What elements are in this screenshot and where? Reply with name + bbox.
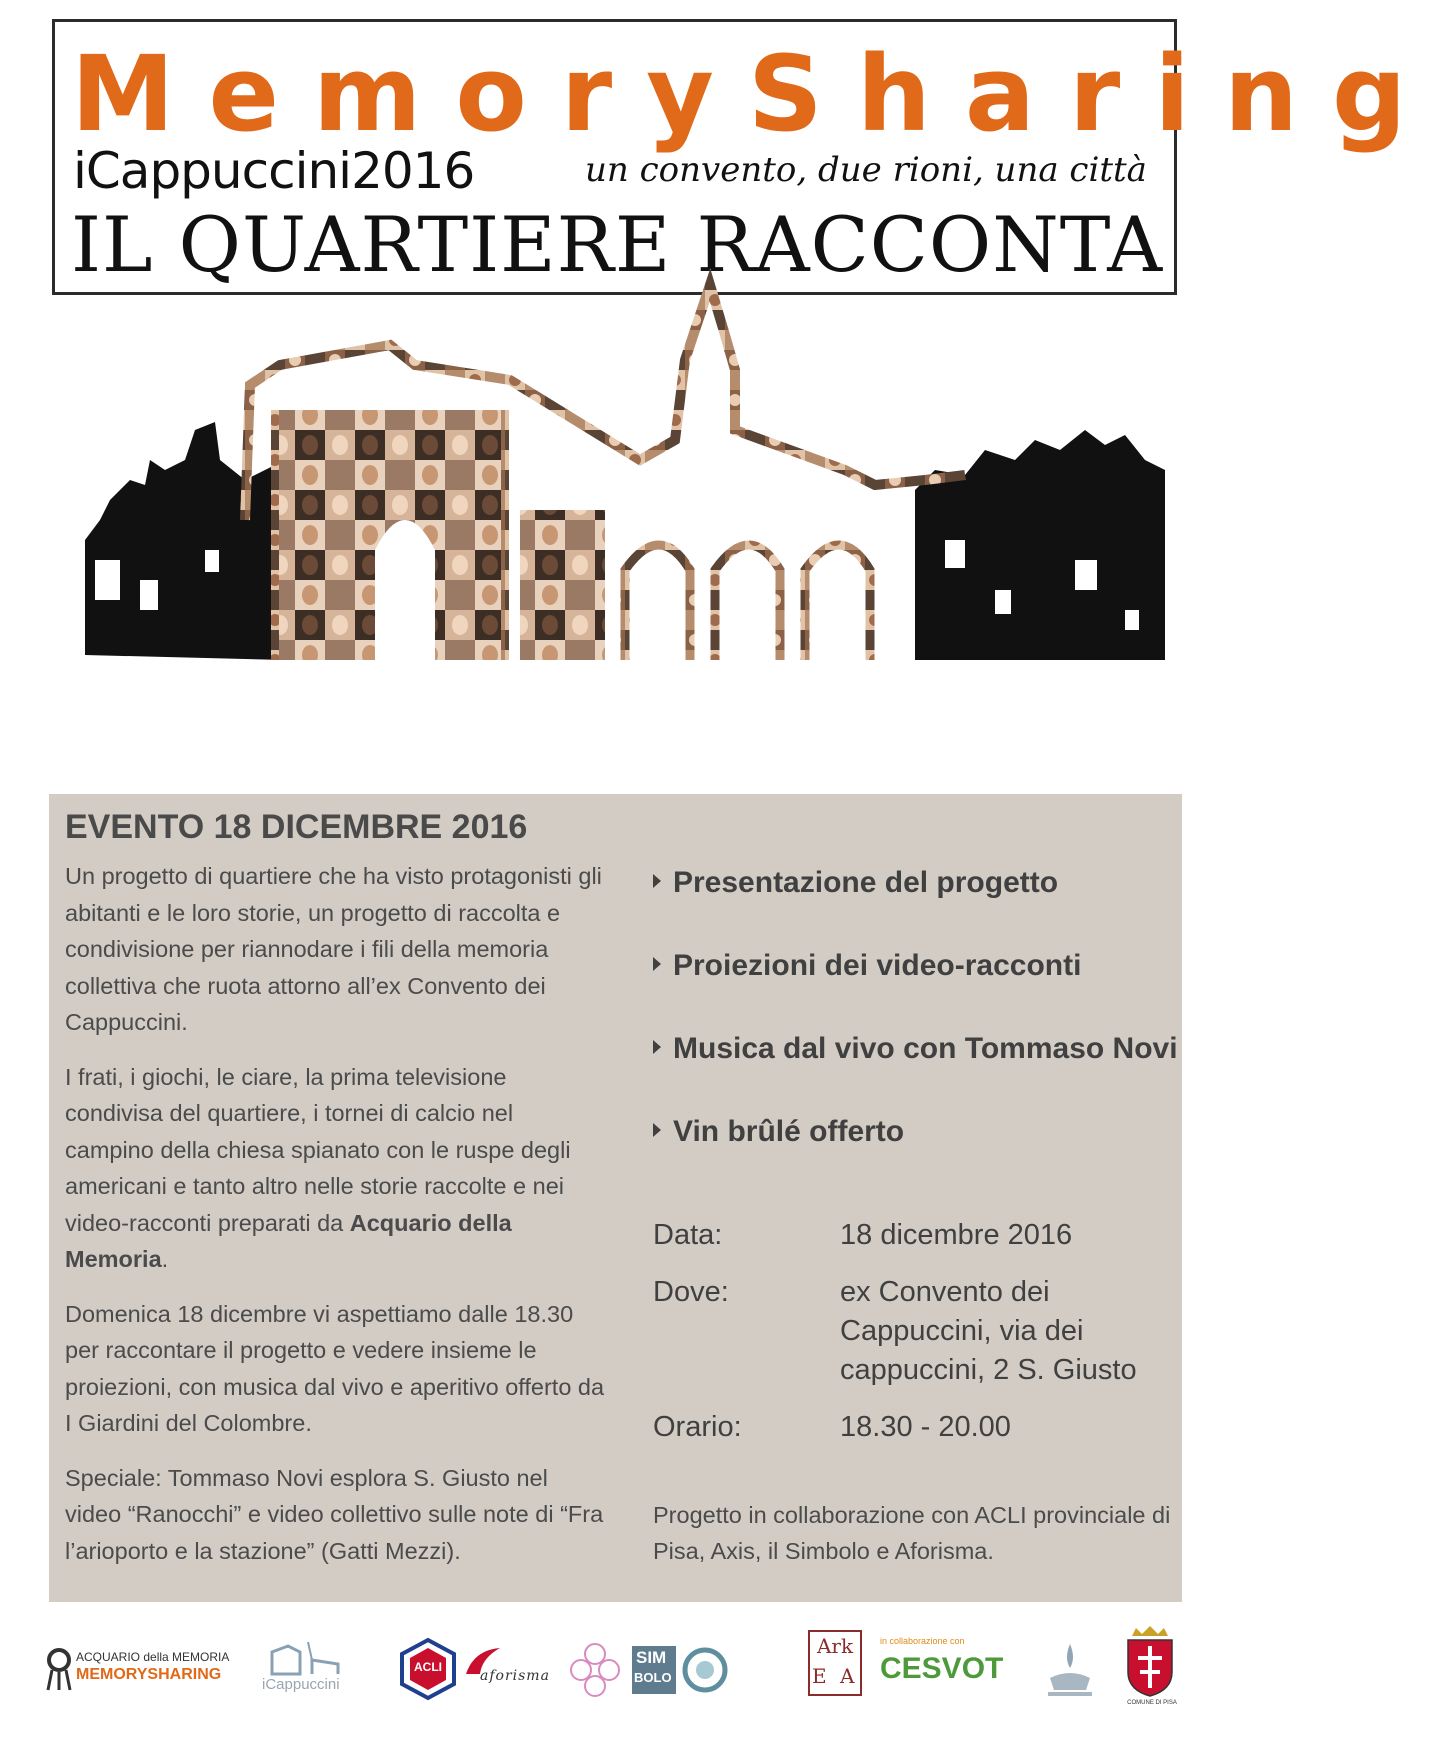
acquario-logo-line1: ACQUARIO della MEMORIA [76,1650,230,1664]
tagline: un convento, due rioni, una città [585,150,1147,190]
event-description [65,858,605,1587]
time-label: Orario: [653,1411,742,1443]
acquario-memory-logo [44,1646,244,1696]
coat-of-arms-icon [1122,1626,1178,1698]
paragraph-2-end: . [161,1246,169,1272]
ark-logo-title: Ark [816,1634,854,1658]
simbolo-text-2: BOLO [634,1670,672,1685]
comune-pisa-logo [1122,1626,1182,1712]
brand-title: MemorySharing [71,33,1440,155]
location-value: ex Convento dei Cappuccini, via dei cappuccini, 2 S. Giusto [840,1276,1137,1386]
description-paragraph-4: Speciale: Tommaso Novi esplora S. Giusto nel video “Ranocchi” e video collettivo sulle note di “Fra l’arioporto e la stazione” (Gatti Mezzi). [65,1464,604,1564]
time-value: 18.30 - 20.00 [840,1411,1011,1443]
headline: IL QUARTIERE RACCONTA [71,200,1164,289]
ark-logo-a: A [840,1664,855,1688]
date-row [653,1216,1173,1255]
time-row [653,1408,1173,1447]
icappuccini-logo [262,1640,352,1700]
simbolo-box [632,1646,676,1694]
collaboration-note: Progetto in collaborazione con ACLI provinciale di Pisa, Axis, il Simbolo e Aforisma. [653,1502,1171,1564]
program-item [653,1115,1173,1198]
cesvot-caption: in collaborazione con [880,1636,965,1646]
fountain-logo [1040,1638,1100,1702]
ark-logo-e: E [812,1664,827,1688]
location-label: Dove: [653,1276,729,1308]
triangle-bullet-icon [653,957,661,971]
convent-skyline-illustration [85,310,1165,740]
triangle-bullet-icon [653,874,661,888]
acquario-logo-icon [44,1646,74,1692]
location-row [653,1273,1173,1390]
event-details [653,1216,1173,1465]
sponsor-logos [40,1618,1200,1728]
date-value: 18 dicembre 2016 [840,1219,1073,1251]
triangle-bullet-icon [653,1040,661,1054]
cesvot-logo-text: CESVOT [880,1652,1004,1685]
il-simbolo-logo [632,1646,732,1696]
paragraph-2-text: I frati, i giochi, le ciare, la prima televisione condivisa del quartiere, i tornei di calcio nel campino della chiesa spianato con le ruspe degli americani e tanto altro nelle storie raccolte e nei video-racconti preparati da [65,1063,571,1236]
simbolo-text-1: SIM [636,1648,667,1667]
church-icon [268,1640,348,1676]
hexagon-cluster-icon [565,1640,625,1700]
acli-logo-text: ACLI [414,1660,442,1674]
program-item [653,1032,1178,1115]
program-item-label: Proiezioni dei video-racconti [673,949,1082,982]
title-box [52,19,1440,295]
description-paragraph-2 [65,1059,605,1278]
paragraph-2-bold: Acquario della Memoria [65,1209,512,1272]
comune-logo-text: COMUNE DI PISA [1127,1700,1177,1706]
program-item [653,949,1173,1032]
event-title: EVENTO 18 DICEMBRE 2016 [65,808,528,846]
acli-logo [400,1638,456,1700]
cesvot-logo [880,1636,1020,1696]
triangle-bullet-icon [653,1123,661,1137]
program-item-label: Presentazione del progetto [673,866,1059,899]
description-paragraph-3: Domenica 18 dicembre vi aspettiamo dalle 18.30 per raccontare il progetto e vedere insieme le proiezioni, con musica dal vivo e aperitivo offerto da I Giardini del Colombre. [65,1300,605,1436]
fountain-icon [1040,1638,1100,1702]
circle-mark-icon [682,1646,728,1694]
program-item [653,866,1173,949]
icappuccini-logo-text: iCappuccini [262,1676,340,1693]
program-item-label: Musica dal vivo con Tommaso Novi [673,1032,1178,1065]
program-item-label: Vin brûlé offerto [673,1115,905,1148]
axis-logo [565,1640,625,1700]
aforisma-logo-text: aforisma [480,1668,550,1684]
program-list [653,866,1178,1198]
ark-ea-logo [808,1630,864,1708]
date-label: Data: [653,1219,723,1251]
acquario-logo-line2: MEMORYSHARING [76,1666,222,1683]
aforisma-logo [462,1646,562,1696]
project-name: iCappuccini2016 [73,142,475,200]
event-panel [49,794,1182,1602]
description-paragraph-1: Un progetto di quartiere che ha visto protagonisti gli abitanti e le loro storie, un progetto di raccolta e condivisione per riannodare i fili della memoria collettiva che ruota attorno all’ex Convento dei Cappuccini. [65,863,602,1035]
